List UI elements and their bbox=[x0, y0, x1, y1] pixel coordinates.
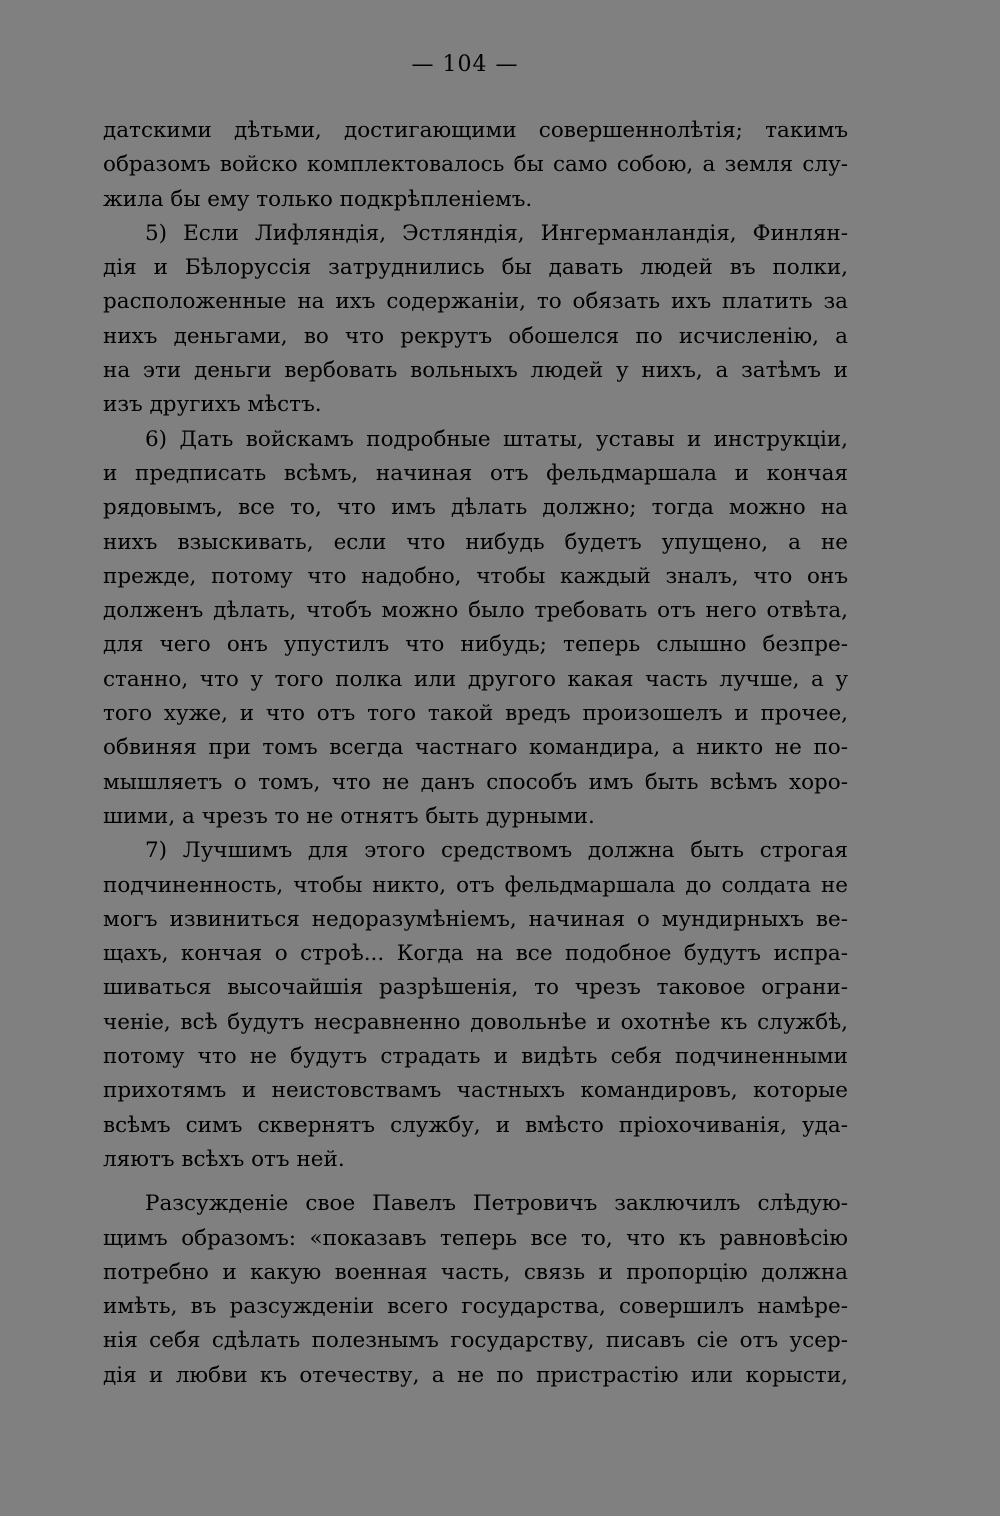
text-line: мышляетъ о томъ, что не данъ способъ имъ быть всѣмъ хоро- bbox=[103, 769, 848, 795]
text-line: щимъ образомъ: «показавъ теперь все то, что къ равновѣсію bbox=[103, 1225, 848, 1251]
text-line: шиваться высочайшія разрѣшенія, то чрезъ таковое ограни- bbox=[103, 975, 848, 1001]
text-line: Разсужденіе свое Павелъ Петровичъ заключилъ слѣдую- bbox=[145, 1191, 848, 1217]
text-line: нихъ деньгами, во что рекрутъ обошелся по исчисленію, а bbox=[103, 323, 848, 349]
text-line: потребно и какую военная часть, связь и пропорцію должна bbox=[103, 1259, 848, 1285]
text-line: рядовымъ, все то, что имъ дѣлать должно; тогда можно на bbox=[103, 495, 848, 521]
text-line: 7) Лучшимъ для этого средствомъ должна быть строгая bbox=[145, 838, 848, 864]
text-line: потому что не будутъ страдать и видѣть себя подчиненными bbox=[103, 1044, 848, 1070]
text-line: образомъ войско комплектовалось бы само собою, а земля слу- bbox=[103, 152, 848, 178]
text-line: 5) Если Лифляндія, Эстляндія, Ингерманландія, Финлян- bbox=[145, 220, 848, 246]
text-line: нихъ взыскивать, если что нибудь будетъ упущено, а не bbox=[103, 529, 848, 555]
text-line: ляютъ всѣхъ отъ ней. bbox=[103, 1146, 345, 1172]
page-number: — 104 — bbox=[411, 52, 519, 77]
text-line: расположенные на ихъ содержаніи, то обязать ихъ платить за bbox=[103, 289, 848, 315]
text-line: того хуже, и что отъ того такой вредъ произошелъ и прочее, bbox=[103, 701, 848, 727]
text-line: щахъ, кончая о строѣ... Когда на все подобное будутъ испра- bbox=[103, 941, 848, 967]
page-text bbox=[103, 114, 848, 1393]
text-line: имѣть, въ разсужденіи всего государства, совершилъ намѣре- bbox=[103, 1294, 848, 1320]
text-line: и предписать всѣмъ, начиная отъ фельдмаршала и кончая bbox=[103, 460, 848, 486]
text-line: всѣмъ симъ сквернятъ службу, и вмѣсто пріохочиванія, уда- bbox=[103, 1112, 848, 1138]
text-line: прежде, потому что надобно, чтобы каждый зналъ, что онъ bbox=[103, 563, 848, 589]
text-line: прихотямъ и неистовствамъ частныхъ командировъ, которые bbox=[103, 1078, 848, 1104]
text-line: могъ извиниться недоразумѣніемъ, начиная о мундирныхъ ве- bbox=[103, 906, 848, 932]
text-line: дія и любви къ отечеству, а не по пристрастію или корысти, bbox=[103, 1362, 848, 1388]
text-line: ченіе, всѣ будутъ несравненно довольнѣе и охотнѣе къ службѣ, bbox=[103, 1009, 848, 1035]
text-line: датскими дѣтьми, достигающими совершеннолѣтія; такимъ bbox=[103, 118, 848, 143]
text-line: шими, а чрезъ то не отнятъ быть дурными. bbox=[103, 803, 595, 829]
text-line: изъ другихъ мѣстъ. bbox=[103, 392, 322, 418]
text-line: обвиняя при томъ всегда частнаго командира, а никто не по- bbox=[103, 735, 848, 761]
text-line: нія себя сдѣлать полезнымъ государству, писавъ сіе отъ усер- bbox=[103, 1328, 848, 1354]
text-line: для чего онъ упустилъ что нибудь; теперь слышно безпре- bbox=[103, 632, 848, 658]
text-line: 6) Дать войскамъ подробные штаты, уставы и инструкціи, bbox=[145, 426, 848, 452]
text-line: подчиненность, чтобы никто, отъ фельдмаршала до солдата не bbox=[103, 872, 848, 898]
text-line: станно, что у того полка или другого какая часть лучше, а у bbox=[103, 666, 848, 692]
paragraph-gap bbox=[103, 1177, 848, 1187]
text-line: на эти деньги вербовать вольныхъ людей у нихъ, а затѣмъ и bbox=[103, 358, 848, 384]
text-line: долженъ дѣлать, чтобъ можно было требовать отъ него отвѣта, bbox=[103, 598, 848, 624]
text-line: дія и Бѣлоруссія затруднились бы давать людей въ полки, bbox=[103, 255, 848, 281]
text-line: жила бы ему только подкрѣпленіемъ. bbox=[103, 186, 533, 212]
